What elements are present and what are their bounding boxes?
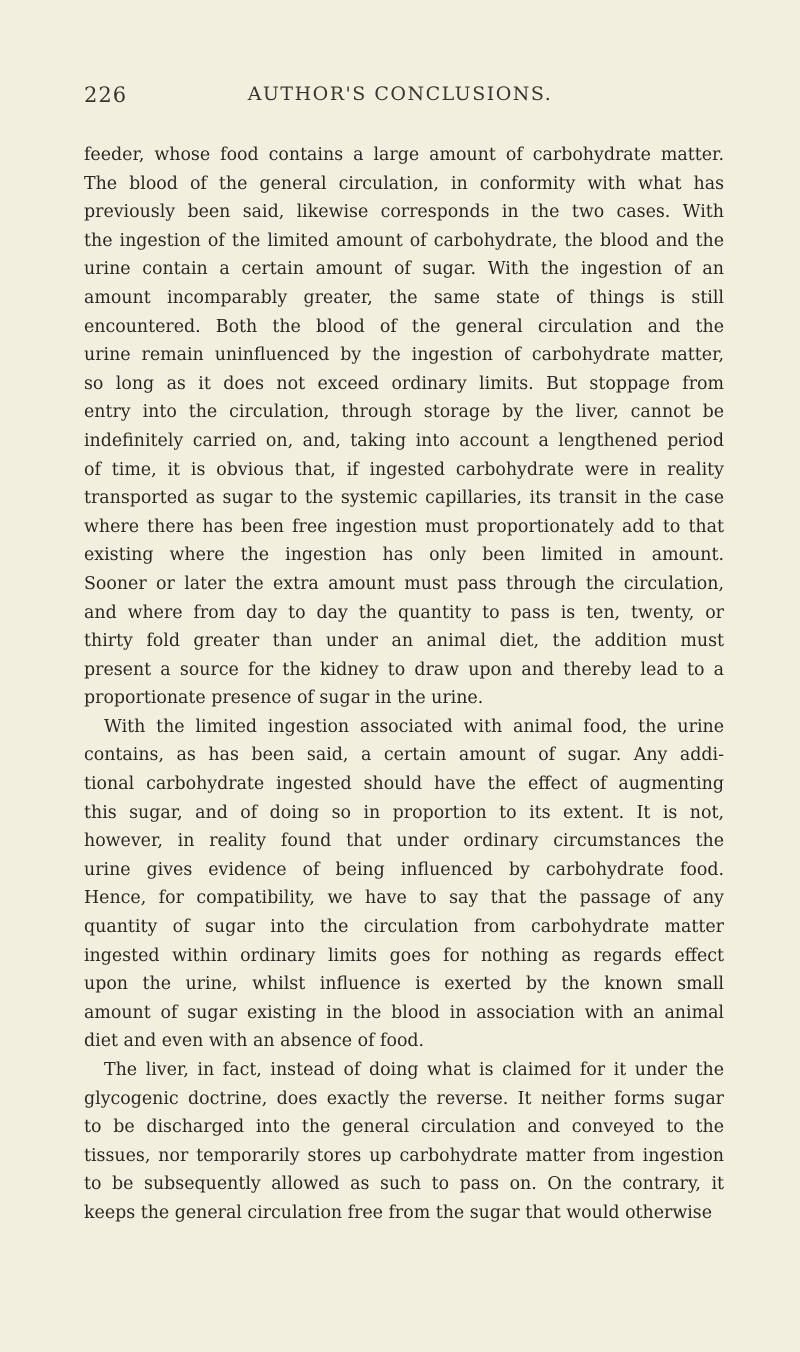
page-header — [0, 83, 800, 113]
text-line: keeps the general circulation free from the sugar that would otherwise — [84, 1202, 712, 1223]
text-line: ingested within ordinary limits goes for nothing as regards effect — [84, 945, 724, 966]
text-line: to be discharged into the general circulation and conveyed to the — [84, 1117, 724, 1138]
text-line: urine gives evidence of being influenced by carbohydrate food. — [84, 859, 724, 880]
text-line: however, in reality found that under ordinary circumstances the — [84, 831, 724, 852]
text-line: Hence, for compatibility, we have to say that the passage of any — [84, 888, 724, 909]
text-line: glycogenic doctrine, does exactly the reverse. It neither forms sugar — [84, 1088, 724, 1109]
paragraph — [84, 713, 724, 1056]
paragraph — [84, 1056, 724, 1228]
text-line: transported as sugar to the systemic capillaries, its transit in the case — [84, 488, 724, 509]
text-line: amount incomparably greater, the same state of things is still — [84, 287, 724, 308]
text-line: existing where the ingestion has only been limited in amount. — [84, 545, 724, 566]
text-line: upon the urine, whilst influence is exerted by the known small — [84, 974, 724, 995]
page-number: 226 — [84, 83, 128, 107]
text-line: tissues, nor temporarily stores up carbohydrate matter from ingestion — [84, 1145, 724, 1166]
text-line: feeder, whose food contains a large amount of carbohydrate matter. — [84, 145, 724, 165]
text-line: urine remain uninfluenced by the ingestion of carbohydrate matter, — [84, 345, 724, 366]
text-line: The blood of the general circulation, in conformity with what has — [84, 173, 724, 194]
text-line: entry into the circulation, through storage by the liver, cannot be — [84, 402, 724, 423]
text-line: and where from day to day the quantity to pass is ten, twenty, or — [84, 602, 724, 623]
text-line: to be subsequently allowed as such to pass on. On the contrary, it — [84, 1174, 724, 1195]
text-line: previously been said, likewise corresponds in the two cases. With — [84, 202, 724, 223]
text-line: The liver, in fact, instead of doing what is claimed for it under the — [104, 1060, 724, 1080]
text-line: this sugar, and of doing so in proportion to its extent. It is not, — [84, 802, 724, 823]
text-line: contains, as has been said, a certain amount of sugar. Any addi- — [84, 745, 724, 766]
text-line: of time, it is obvious that, if ingested carbohydrate were in reality — [84, 459, 724, 480]
text-line: encountered. Both the blood of the general circulation and the — [84, 316, 724, 337]
text-line: Sooner or later the extra amount must pass through the circulation, — [84, 573, 724, 594]
text-line: diet and even with an absence of food. — [84, 1031, 425, 1052]
text-line: indefinitely carried on, and, taking into account a lengthened period — [84, 430, 724, 451]
text-line: thirty fold greater than under an animal diet, the addition must — [84, 631, 724, 652]
paragraph — [84, 141, 724, 713]
text-line: urine contain a certain amount of sugar. With the ingestion of an — [84, 259, 724, 280]
text-line: where there has been free ingestion must proportionately add to that — [84, 516, 724, 537]
text-line: the ingestion of the limited amount of carbohydrate, the blood and the — [84, 230, 724, 251]
text-line: proportionate presence of sugar in the urine. — [84, 688, 484, 709]
text-line: tional carbohydrate ingested should have the effect of augmenting — [84, 774, 724, 795]
text-line: quantity of sugar into the circulation from carbohydrate matter — [84, 917, 724, 938]
body-text — [84, 141, 724, 1228]
text-line: so long as it does not exceed ordinary limits. But stoppage from — [84, 373, 724, 394]
text-line: present a source for the kidney to draw upon and thereby lead to a — [84, 659, 724, 680]
text-line: With the limited ingestion associated with animal food, the urine — [104, 716, 724, 737]
running-head: AUTHOR'S CONCLUSIONS. — [247, 83, 553, 105]
text-line: amount of sugar existing in the blood in association with an animal — [84, 1002, 724, 1023]
